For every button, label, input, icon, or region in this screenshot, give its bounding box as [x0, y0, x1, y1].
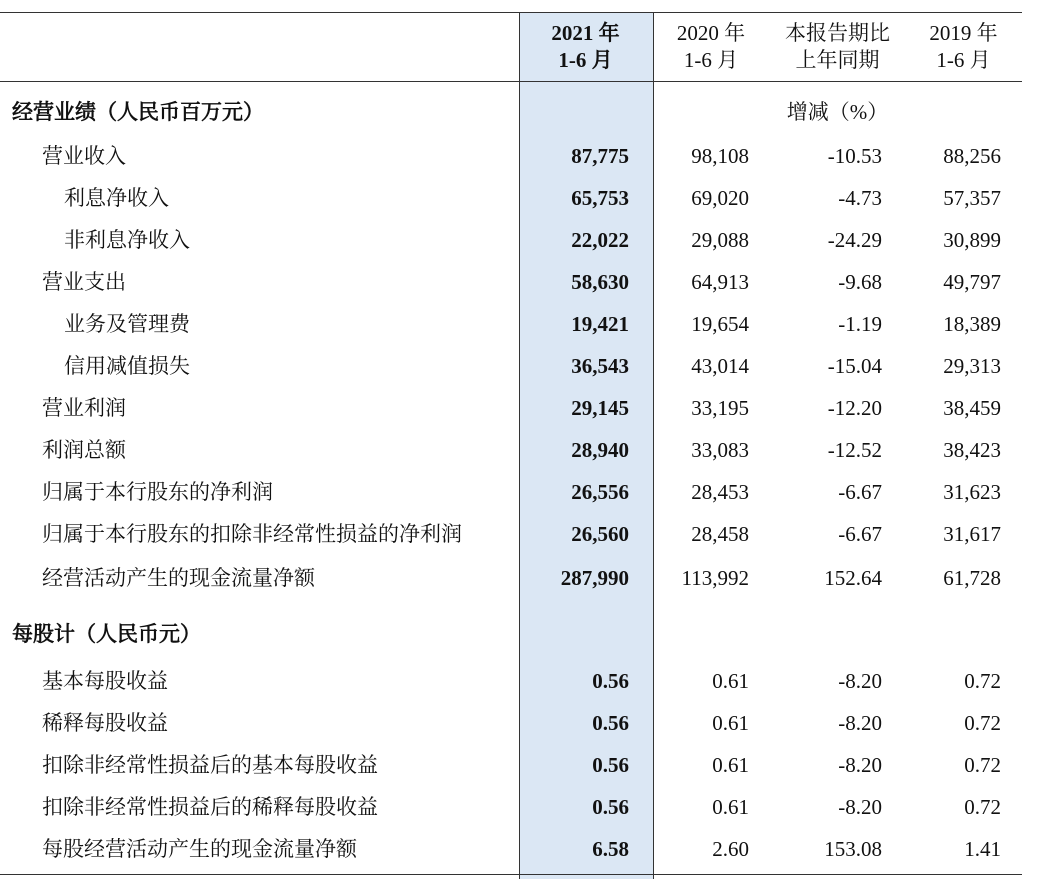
table-row	[0, 178, 1022, 218]
value-2019: 29,313	[943, 354, 1001, 378]
value-2019: 31,623	[943, 480, 1001, 504]
value-2020: 0.61	[712, 753, 749, 777]
header-change-line2: 上年同期	[795, 48, 880, 72]
section-title-row	[0, 614, 1022, 654]
value-2019: 0.72	[964, 669, 1001, 693]
value-change: -8.20	[838, 711, 882, 735]
value-2020: 28,458	[691, 522, 749, 546]
header-change-line1: 本报告期比	[785, 21, 890, 45]
table-row	[0, 787, 1022, 827]
table-row	[0, 558, 1022, 598]
value-2021: 287,990	[560, 566, 629, 590]
row-label: 稀释每股收益	[42, 711, 168, 735]
value-2021: 65,753	[571, 186, 629, 210]
value-change: -8.20	[838, 753, 882, 777]
value-2020: 0.61	[712, 711, 749, 735]
value-2019: 30,899	[943, 228, 1001, 252]
value-2019: 0.72	[964, 795, 1001, 819]
row-label: 归属于本行股东的扣除非经常性损益的净利润	[42, 522, 462, 546]
value-2019: 61,728	[943, 566, 1001, 590]
value-2019: 57,357	[943, 186, 1001, 210]
value-2021: 58,630	[571, 270, 629, 294]
value-2020: 33,083	[691, 438, 749, 462]
value-change: -1.19	[838, 312, 882, 336]
value-2020: 69,020	[691, 186, 749, 210]
row-label: 营业支出	[42, 270, 126, 294]
value-2021: 36,543	[571, 354, 629, 378]
table-row	[0, 661, 1022, 701]
value-change: -15.04	[827, 354, 882, 378]
header-2020-line2: 1-6 月	[683, 48, 739, 72]
value-change: -8.20	[838, 669, 882, 693]
value-2021: 29,145	[571, 396, 629, 420]
table-row	[0, 136, 1022, 176]
header-change	[770, 20, 905, 74]
row-label: 每股经营活动产生的现金流量净额	[42, 837, 357, 861]
row-label: 经营活动产生的现金流量净额	[42, 566, 315, 590]
header-bottom-rule	[0, 81, 1022, 82]
section-title-row	[0, 92, 1022, 132]
value-change: -9.68	[838, 270, 882, 294]
table-row	[0, 346, 1022, 386]
value-2019: 38,459	[943, 396, 1001, 420]
row-label: 扣除非经常性损益后的稀释每股收益	[42, 795, 378, 819]
value-2021: 0.56	[592, 753, 629, 777]
header-2019-line1: 2019 年	[929, 21, 998, 45]
value-2021: 0.56	[592, 711, 629, 735]
value-change: 152.64	[824, 566, 882, 590]
table-row	[0, 829, 1022, 869]
header-2019-line2: 1-6 月	[936, 48, 991, 72]
row-label: 营业收入	[42, 144, 126, 168]
value-2021: 87,775	[571, 144, 629, 168]
value-2021: 6.58	[592, 837, 629, 861]
value-2021: 0.56	[592, 669, 629, 693]
row-label: 基本每股收益	[42, 669, 168, 693]
value-change: -12.52	[827, 438, 882, 462]
table-row	[0, 262, 1022, 302]
value-2019: 88,256	[943, 144, 1001, 168]
value-change: -8.20	[838, 795, 882, 819]
value-2020: 64,913	[691, 270, 749, 294]
header-2020-line1: 2020 年	[676, 21, 746, 45]
table-row	[0, 430, 1022, 470]
table-row	[0, 472, 1022, 512]
table-row	[0, 304, 1022, 344]
value-change: -6.67	[838, 480, 882, 504]
row-label: 归属于本行股东的净利润	[42, 480, 273, 504]
value-2019: 0.72	[964, 753, 1001, 777]
header-2021-line2: 1-6 月	[558, 48, 613, 72]
value-2020: 19,654	[691, 312, 749, 336]
value-2020: 29,088	[691, 228, 749, 252]
table-header	[0, 12, 1022, 82]
value-2021: 26,560	[571, 522, 629, 546]
table-row	[0, 220, 1022, 260]
row-label: 业务及管理费	[64, 312, 190, 336]
value-2019: 49,797	[943, 270, 1001, 294]
value-2021: 26,556	[571, 480, 629, 504]
value-2020: 2.60	[712, 837, 749, 861]
value-2020: 43,014	[691, 354, 749, 378]
value-2020: 28,453	[691, 480, 749, 504]
section-title: 经营业绩（人民币百万元）	[12, 100, 264, 124]
row-label: 利润总额	[42, 438, 126, 462]
header-2019	[905, 20, 1022, 74]
table-row	[0, 745, 1022, 785]
value-2021: 22,022	[571, 228, 629, 252]
value-2019: 18,389	[943, 312, 1001, 336]
row-label: 非利息净收入	[64, 228, 190, 252]
value-2021: 19,421	[571, 312, 629, 336]
table-row	[0, 514, 1022, 554]
value-change: -10.53	[827, 144, 882, 168]
value-change: -24.29	[827, 228, 882, 252]
table-row	[0, 388, 1022, 428]
value-2020: 0.61	[712, 795, 749, 819]
change-unit-note: 增减（%）	[786, 100, 889, 124]
financial-summary-table	[0, 12, 1022, 861]
value-2019: 38,423	[943, 438, 1001, 462]
row-label: 营业利润	[42, 396, 126, 420]
table-row	[0, 703, 1022, 743]
row-label: 扣除非经常性损益后的基本每股收益	[42, 753, 378, 777]
value-change: -12.20	[827, 396, 882, 420]
header-2020	[652, 20, 770, 74]
table-bottom-rule	[0, 874, 1022, 875]
header-2021-line1: 2021 年	[551, 21, 620, 45]
value-change: -4.73	[838, 186, 882, 210]
value-2021: 28,940	[571, 438, 629, 462]
value-2020: 0.61	[712, 669, 749, 693]
value-2019: 31,617	[943, 522, 1001, 546]
header-2021	[519, 20, 652, 74]
value-change: 153.08	[824, 837, 882, 861]
value-2019: 0.72	[964, 711, 1001, 735]
row-label: 利息净收入	[64, 186, 169, 210]
section-title: 每股计（人民币元）	[12, 622, 201, 646]
value-2020: 113,992	[681, 566, 749, 590]
value-2020: 98,108	[691, 144, 749, 168]
value-2021: 0.56	[592, 795, 629, 819]
value-2019: 1.41	[964, 837, 1001, 861]
value-2020: 33,195	[691, 396, 749, 420]
value-change: -6.67	[838, 522, 882, 546]
row-label: 信用减值损失	[64, 354, 190, 378]
